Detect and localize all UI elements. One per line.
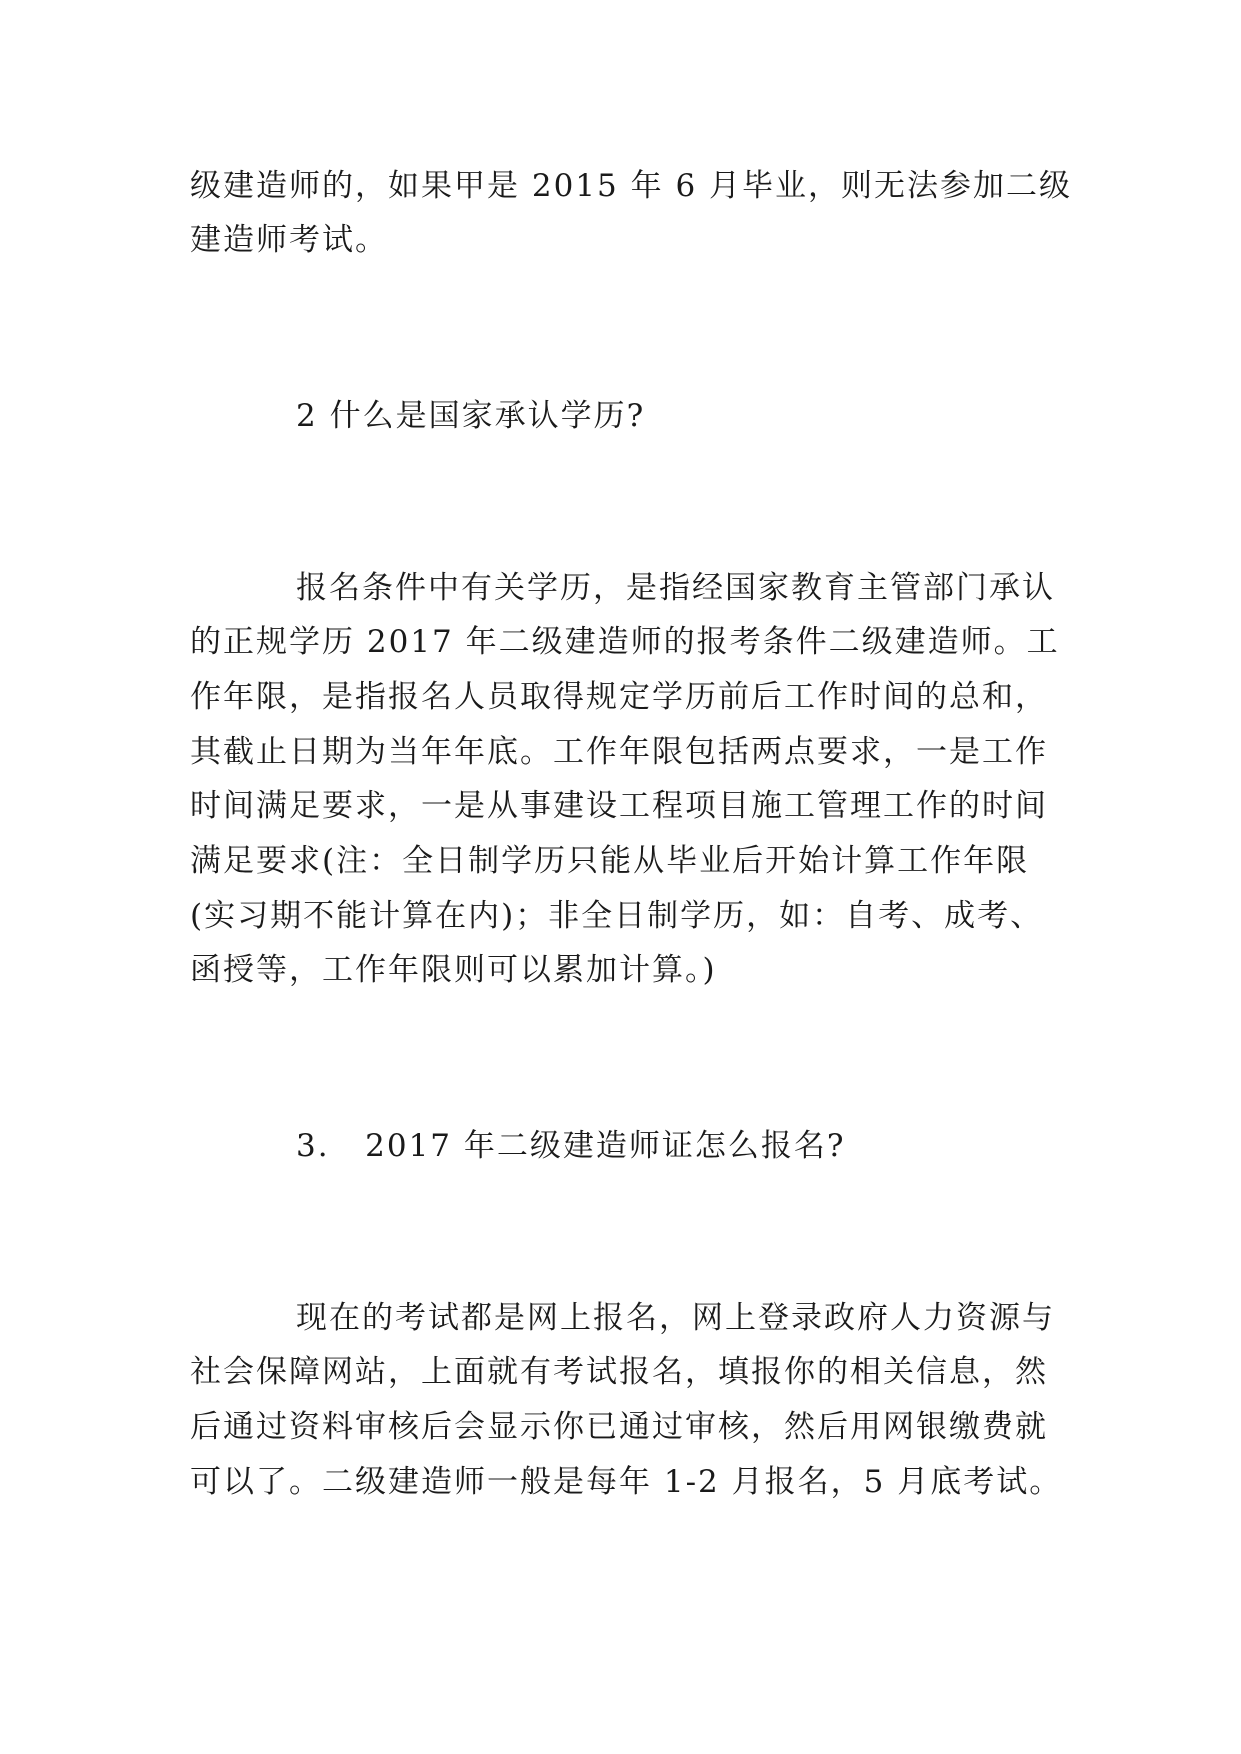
section-2-paragraph-line: 满足要求(注：全日制学历只能从毕业后开始计算工作年限	[190, 843, 1030, 879]
section-2-paragraph-line: 时间满足要求，一是从事建设工程项目施工管理工作的时间	[190, 788, 1048, 824]
section-2-paragraph-line: 作年限，是指报名人员取得规定学历前后工作时间的总和，	[190, 679, 1048, 715]
section-3-paragraph-line: 社会保障网站，上面就有考试报名，填报你的相关信息，然	[190, 1354, 1048, 1390]
section-3-paragraph-line: 后通过资料审核后会显示你已通过审核，然后用网银缴费就	[190, 1409, 1048, 1445]
intro-line: 级建造师的，如果甲是 2015 年 6 月毕业，则无法参加二级	[190, 168, 1073, 204]
section-2-paragraph-line: 函授等，工作年限则可以累加计算。)	[190, 952, 717, 988]
section-2-paragraph-line: (实习期不能计算在内)；非全日制学历，如：自考、成考、	[190, 898, 1044, 934]
section-3-heading: 3. 2017 年二级建造师证怎么报名?	[296, 1128, 846, 1164]
section-3-paragraph-line: 现在的考试都是网上报名，网上登录政府人力资源与	[296, 1300, 1055, 1336]
section-2-paragraph-line: 的正规学历 2017 年二级建造师的报考条件二级建造师。工	[190, 624, 1060, 660]
section-3-paragraph-line: 可以了。二级建造师一般是每年 1-2 月报名，5 月底考试。	[190, 1464, 1063, 1500]
intro-line: 建造师考试。	[190, 222, 388, 258]
section-2-paragraph-line: 其截止日期为当年年底。工作年限包括两点要求，一是工作	[190, 734, 1048, 770]
section-2-heading: 2 什么是国家承认学历?	[296, 398, 646, 434]
section-2-paragraph-line: 报名条件中有关学历，是指经国家教育主管部门承认	[296, 570, 1055, 606]
